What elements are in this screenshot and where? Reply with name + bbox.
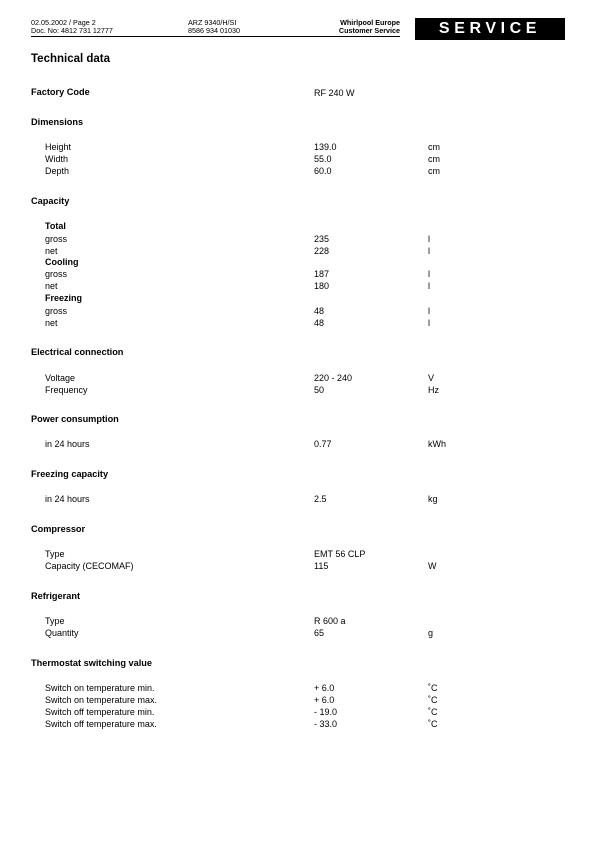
row-value: 235 bbox=[314, 234, 330, 244]
thermostat-row bbox=[0, 682, 595, 694]
row-value: 55.0 bbox=[314, 154, 332, 164]
row-unit: l bbox=[428, 318, 430, 328]
header-arz: ARZ 9340/H/SI bbox=[188, 18, 237, 27]
row-label: net bbox=[45, 281, 58, 291]
header-code: 8586 934 01030 bbox=[188, 26, 240, 36]
row-label: Frequency bbox=[45, 385, 88, 395]
header-doc-no: Doc. No: 4812 731 12777 bbox=[31, 26, 113, 36]
row-label: Quantity bbox=[45, 628, 79, 638]
row-unit: ˚C bbox=[428, 707, 438, 717]
row-unit: g bbox=[428, 628, 434, 638]
row-unit: kWh bbox=[428, 439, 446, 449]
capacity-total-title: Total bbox=[45, 221, 66, 231]
refrigerant-row bbox=[0, 627, 595, 639]
row-label: Depth bbox=[45, 166, 70, 176]
capacity-row bbox=[0, 245, 595, 257]
row-unit: cm bbox=[428, 142, 440, 152]
row-label: Width bbox=[45, 154, 69, 164]
header-right bbox=[300, 19, 400, 36]
row-label: gross bbox=[45, 234, 68, 244]
row-value: 139.0 bbox=[314, 142, 337, 152]
row-label: Switch off temperature max. bbox=[45, 719, 157, 729]
row-value: + 6.0 bbox=[314, 695, 335, 705]
header-dept: Customer Service bbox=[338, 26, 400, 36]
row-unit: ˚C bbox=[428, 683, 438, 693]
row-unit: l bbox=[428, 269, 430, 279]
thermostat-row bbox=[0, 694, 595, 706]
row-label: Capacity (CECOMAF) bbox=[45, 561, 134, 571]
electrical-row bbox=[0, 372, 595, 384]
row-unit: l bbox=[428, 306, 430, 316]
capacity-freezing-title: Freezing bbox=[45, 293, 83, 303]
capacity-cooling-title: Cooling bbox=[45, 257, 79, 267]
row-label: in 24 hours bbox=[45, 439, 90, 449]
row-value: 2.5 bbox=[314, 494, 327, 504]
electrical-title: Electrical connection bbox=[31, 347, 124, 357]
row-value: 60.0 bbox=[314, 166, 332, 176]
header-date-page: 02.05.2002 / Page 2 bbox=[31, 18, 96, 27]
row-value: 220 - 240 bbox=[314, 373, 353, 383]
row-unit: l bbox=[428, 281, 430, 291]
row-unit: cm bbox=[428, 166, 440, 176]
row-label: Height bbox=[45, 142, 72, 152]
row-value: 0.77 bbox=[314, 439, 332, 449]
capacity-row bbox=[0, 305, 595, 317]
row-value: 115 bbox=[314, 561, 329, 571]
service-badge: SERVICE bbox=[415, 18, 565, 40]
row-label: gross bbox=[45, 306, 68, 316]
header-left bbox=[31, 19, 113, 36]
header-middle bbox=[188, 19, 240, 36]
row-value: 48 bbox=[314, 318, 325, 328]
refrigerant-row bbox=[0, 615, 595, 627]
row-unit: ˚C bbox=[428, 719, 438, 729]
refrigerant-title: Refrigerant bbox=[31, 591, 81, 601]
row-unit: cm bbox=[428, 154, 440, 164]
row-value: + 6.0 bbox=[314, 683, 335, 693]
power-title: Power consumption bbox=[31, 414, 119, 424]
header-divider bbox=[31, 36, 400, 37]
row-label: Switch off temperature min. bbox=[45, 707, 155, 717]
row-value: EMT 56 CLP bbox=[314, 549, 366, 559]
row-label: gross bbox=[45, 269, 68, 279]
row-unit: l bbox=[428, 234, 430, 244]
factory-code-label: Factory Code bbox=[31, 87, 90, 97]
row-value: R 600 a bbox=[314, 616, 346, 626]
row-label: net bbox=[45, 318, 58, 328]
dimension-row bbox=[0, 141, 595, 153]
header-company: Whirlpool Europe bbox=[340, 18, 400, 27]
dimension-row bbox=[0, 165, 595, 177]
row-value: 228 bbox=[314, 246, 330, 256]
row-unit: W bbox=[428, 561, 437, 571]
row-label: Type bbox=[45, 549, 65, 559]
page-title: Technical data bbox=[31, 53, 111, 65]
row-value: 48 bbox=[314, 306, 325, 316]
capacity-row bbox=[0, 280, 595, 292]
row-label: Voltage bbox=[45, 373, 76, 383]
row-value: 180 bbox=[314, 281, 330, 291]
compressor-row bbox=[0, 548, 595, 560]
row-label: Switch on temperature min. bbox=[45, 683, 155, 693]
electrical-row bbox=[0, 384, 595, 396]
thermostat-title: Thermostat switching value bbox=[31, 658, 152, 668]
compressor-row bbox=[0, 560, 595, 572]
row-value: - 19.0 bbox=[314, 707, 338, 717]
capacity-row bbox=[0, 317, 595, 329]
row-value: 65 bbox=[314, 628, 325, 638]
freezing-capacity-title: Freezing capacity bbox=[31, 469, 109, 479]
capacity-row bbox=[0, 268, 595, 280]
capacity-title: Capacity bbox=[31, 196, 70, 206]
row-unit: V bbox=[428, 373, 435, 383]
row-label: Switch on temperature max. bbox=[45, 695, 158, 705]
row-unit: Hz bbox=[428, 385, 439, 395]
thermostat-row bbox=[0, 718, 595, 730]
row-label: net bbox=[45, 246, 58, 256]
row-unit: kg bbox=[428, 494, 438, 504]
row-value: - 33.0 bbox=[314, 719, 338, 729]
thermostat-row bbox=[0, 706, 595, 718]
row-value: 50 bbox=[314, 385, 325, 395]
dimensions-title: Dimensions bbox=[31, 117, 84, 127]
row-value: 187 bbox=[314, 269, 330, 279]
compressor-title: Compressor bbox=[31, 524, 86, 534]
capacity-row bbox=[0, 233, 595, 245]
row-unit: l bbox=[428, 246, 430, 256]
row-label: in 24 hours bbox=[45, 494, 90, 504]
power-row bbox=[0, 438, 595, 450]
factory-code-value: RF 240 W bbox=[314, 88, 355, 98]
row-label: Type bbox=[45, 616, 65, 626]
dimension-row bbox=[0, 153, 595, 165]
freezing-capacity-row bbox=[0, 493, 595, 505]
row-unit: ˚C bbox=[428, 695, 438, 705]
